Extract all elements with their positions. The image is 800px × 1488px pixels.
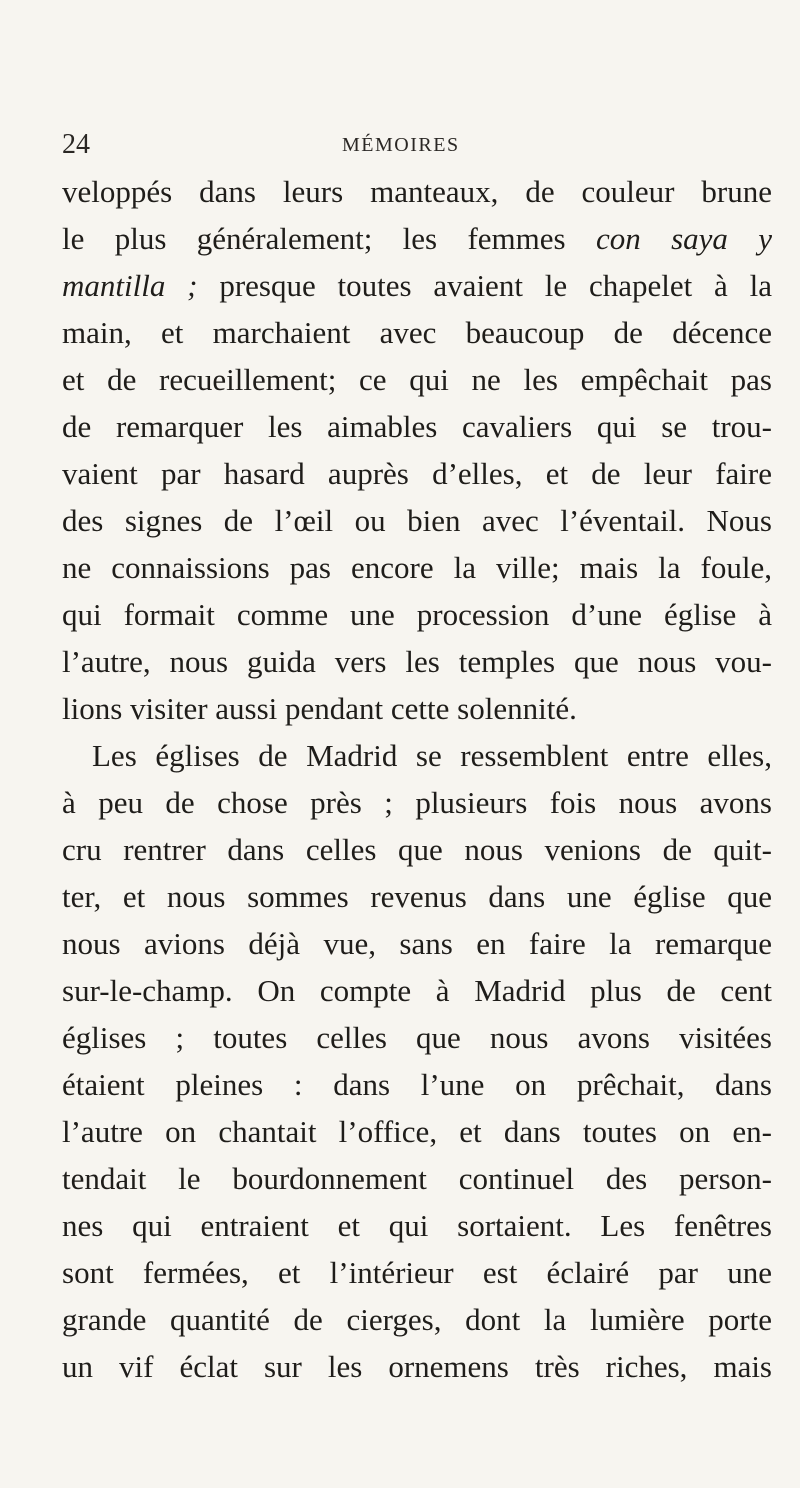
text-line: qui formait comme une procession d’une église à xyxy=(62,597,772,632)
italic-text: mantilla ; xyxy=(62,268,198,303)
page-number: 24 xyxy=(62,129,90,160)
running-head: MÉMOIRES xyxy=(342,134,460,156)
text-line: à peu de chose près ; plusieurs fois nous avons xyxy=(62,785,772,820)
text-line: cru rentrer dans celles que nous venions de quit- xyxy=(62,832,772,867)
text-line: Les églises de Madrid se ressemblent entre elles, xyxy=(92,738,772,773)
text-run: le plus généralement; les femmes xyxy=(62,221,596,256)
text-line: nes qui entraient et qui sortaient. Les fenêtres xyxy=(62,1208,772,1243)
page-header xyxy=(62,130,712,164)
text-line: un vif éclat sur les ornemens très riches, mais xyxy=(62,1349,772,1384)
text-line: l’autre on chantait l’office, et dans toutes on en- xyxy=(62,1114,772,1149)
text-run: presque toutes avaient le chapelet à la xyxy=(197,268,772,303)
text-line: ne connaissions pas encore la ville; mais la foule, xyxy=(62,550,772,585)
text-line: églises ; toutes celles que nous avons visitées xyxy=(62,1020,772,1055)
italic-text: con saya y xyxy=(595,221,773,256)
text-line: grande quantité de cierges, dont la lumière porte xyxy=(62,1302,772,1337)
text-line: de remarquer les aimables cavaliers qui se trou- xyxy=(62,409,772,444)
text-line: sur-le-champ. On compte à Madrid plus de cent xyxy=(62,973,772,1008)
text-line: tendait le bourdonnement continuel des person- xyxy=(62,1161,772,1196)
text-line: vaient par hasard auprès d’elles, et de leur faire xyxy=(62,456,772,491)
text-line: nous avions déjà vue, sans en faire la remarque xyxy=(62,926,772,961)
text-line: ter, et nous sommes revenus dans une église que xyxy=(62,879,772,914)
body-text xyxy=(62,168,772,1390)
text-line: main, et marchaient avec beaucoup de décence xyxy=(62,315,772,350)
text-line: sont fermées, et l’intérieur est éclairé par une xyxy=(62,1255,772,1290)
text-line xyxy=(62,215,772,262)
text-line: étaient pleines : dans l’une on prêchait, dans xyxy=(62,1067,772,1102)
text-line: l’autre, nous guida vers les temples que nous vou- xyxy=(62,644,772,679)
text-line: et de recueillement; ce qui ne les empêchait pas xyxy=(62,362,772,397)
text-line xyxy=(62,262,772,309)
text-line: des signes de l’œil ou bien avec l’éventail. Nous xyxy=(62,503,772,538)
text-line: lions visiter aussi pendant cette solennité. xyxy=(62,691,577,726)
text-line: veloppés dans leurs manteaux, de couleur brune xyxy=(62,174,772,209)
